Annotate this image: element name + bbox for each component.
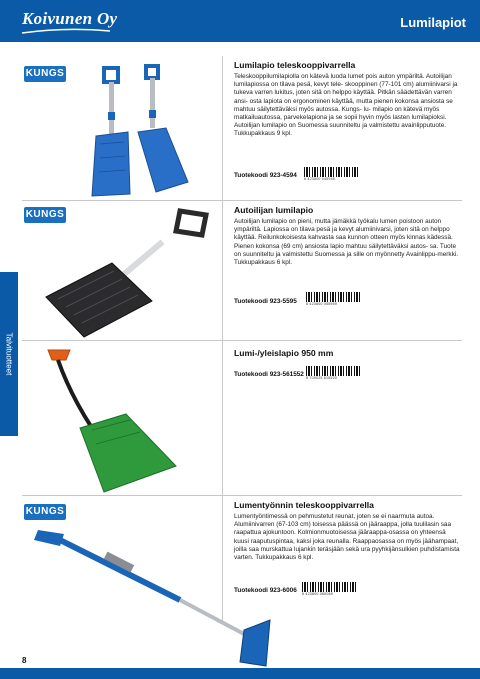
side-tab-label: Talvituotteet <box>4 332 14 376</box>
barcode <box>306 366 360 380</box>
barcode <box>302 582 356 596</box>
kungs-brand-badge: KUNGS <box>24 66 66 82</box>
barcode-number: 6 423800 045945 <box>304 177 335 181</box>
product-title: Lumi-/yleislapio 950 mm <box>234 348 334 358</box>
section-title: Lumilapiot <box>400 15 466 30</box>
logo-swoosh-icon <box>20 27 112 35</box>
general-shovel-image <box>40 344 190 494</box>
section-divider <box>22 340 462 341</box>
kungs-brand-badge: KUNGS <box>24 504 66 520</box>
barcode <box>304 167 358 181</box>
product-code: Tuotekoodi 923-4594 <box>234 172 297 179</box>
product-title: Lumilapio teleskooppivarrella <box>234 60 356 70</box>
page-header <box>0 0 480 42</box>
product-3 <box>234 348 462 361</box>
product-title: Lumentyönnin teleskooppivarrella <box>234 500 374 510</box>
product-description: Lumentyöntimessä on pehmustetut reunat, joten se ei naarmuta autoa. Alumiinivarren (67-103 cm) toisessa päässä on jääraappa, jolla tuulilasin saa raapattua ajokuntoon. Kolmionmuotoisessa jääraappa-osassa on yhteensä kuusi raaputuspintaa, kaksi joka reunalla. Raappaosassa on myös jäähampaat, joilla saa murskattua lujankin teräsjään sekä ura pyyhkijänsulkien puhdistamista varten. Tukkupakkaus 6 kpl. <box>234 513 460 562</box>
company-logo: Koivunen Oy <box>22 9 118 28</box>
car-snow-shovel-image <box>40 205 218 345</box>
category-side-tab <box>0 272 18 436</box>
product-code: Tuotekoodi 923-6006 <box>234 587 297 594</box>
section-divider <box>22 495 462 496</box>
product-2 <box>234 205 462 267</box>
barcode <box>306 292 360 306</box>
telescopic-shovel-image <box>90 62 200 200</box>
product-1 <box>234 60 462 139</box>
product-4 <box>234 500 462 562</box>
barcode-number: 6 423800 060069 <box>302 592 333 596</box>
product-code: Tuotekoodi 923-5595 <box>234 298 297 305</box>
product-description: Autoilijan lumilapio on pieni, mutta jämäkkä työkalu lumen poistoon auton ympäriltä. Lapiossa on tilava pesä ja kevyt alumiinivarsi, joten sitä on helppo käyttää. Reilunkokoisesta kahvasta saa kunnon otteen myös kinnas kädessä. Pienen kokonsa (69 cm) ansiosta lapio mahtuu säilytettäväksi autos- sa. Tuote on suunniteltu ja valmistettu Suomessa ja sille on myönnetty Avainlippu-merkki. Tukkupakkaus 6 kpl. <box>234 218 459 267</box>
product-title: Autoilijan lumilapio <box>234 205 314 215</box>
product-description: Teleskooppilumilapiolla on kätevä luoda lumet pois auton ympäriltä. Autoilijan lumilapiossa on tilava pesä, kevyt tele- skooppinen (77-101 cm) alumiinivarsi ja tukeva varren lukitus, joten sitä on helppo käyttää. Pitkän säädettävän varren ansi- osta lapiota on ergonominen käyttää, mutta pienen kokonsa ansiosta se mahtuu säilytettäväksi myös autossa. Kungs- lu- milapio on kätevä myös matkailuautossa, parvekelapiona ja se sopii hyvin myös lasten lumilapioksi. Autoilijan lumilapio on Suomessa suunniteltu ja valmistettu avainlipputuote. Tukkupakkaus 9 kpl. <box>234 73 458 138</box>
page-footer-bar <box>0 668 480 679</box>
barcode-number: 6 423800 055959 <box>306 302 337 306</box>
product-code: Tuotekoodi 923-561552 <box>234 371 304 378</box>
kungs-brand-badge: KUNGS <box>24 207 66 223</box>
barcode-number: 5 709025 615520 <box>306 376 337 380</box>
page-number: 8 <box>22 656 27 665</box>
section-divider <box>22 200 462 201</box>
